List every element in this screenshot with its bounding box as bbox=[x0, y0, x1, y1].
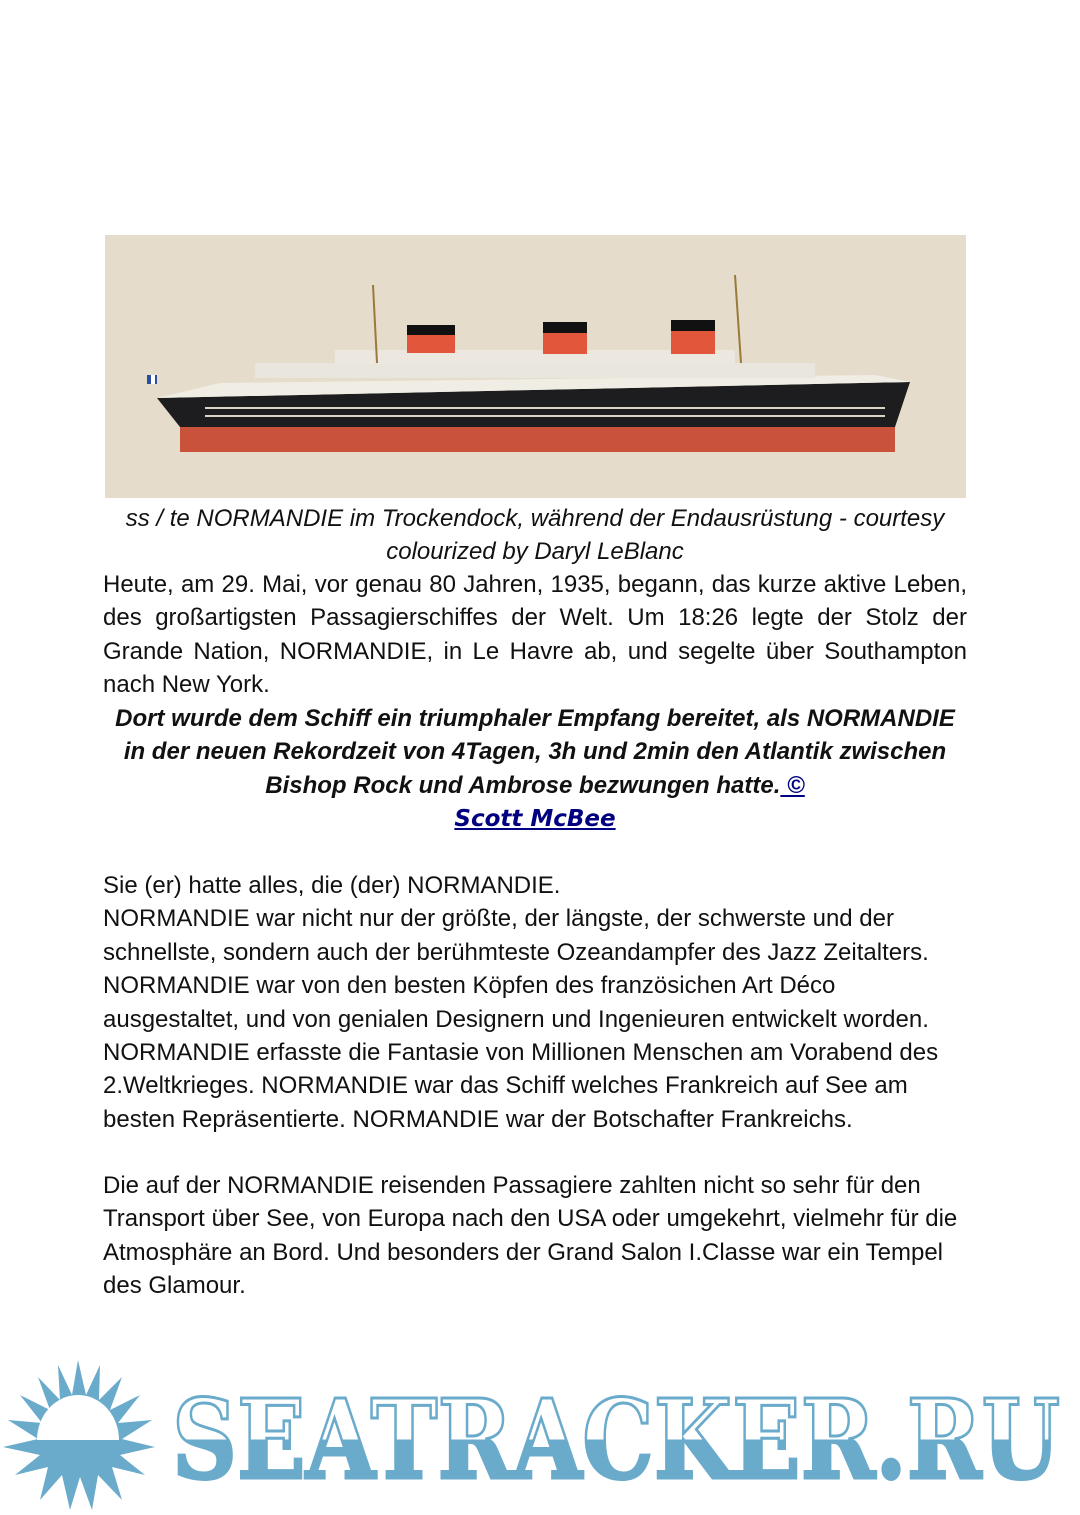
quote-block bbox=[103, 702, 967, 837]
seatracker-watermark-logo bbox=[0, 1355, 1080, 1515]
paragraph-features bbox=[103, 869, 967, 1136]
caption-line-1: ss / te NORMANDIE im Trockendock, während der Endausrüstung - courtesy bbox=[125, 505, 945, 532]
ship-hull-red bbox=[180, 427, 895, 452]
paragraph-intro: Heute, am 29. Mai, vor genau 80 Jahren, 1935, begann, das kurze aktive Leben, des großartigsten Passagierschiffes der Welt. Um 18:26 legte der Stolz der Grande Nation, NORMANDIE, in Le Havre ab, und segelte über Southampton nach New York. bbox=[103, 571, 967, 699]
ship-illustration bbox=[105, 235, 966, 498]
watermark-text: SEATRACKER.RU bbox=[172, 1375, 1060, 1504]
paragraph-passengers: Die auf der NORMANDIE reisenden Passagiere zahlten nicht so sehr für den Transport über See, von Europa nach den USA oder umgekehrt, vielmehr für die Atmosphäre an Bord. Und besonders der Grand Salon I.Classe war ein Tempel des Glamour. bbox=[103, 1172, 958, 1300]
author-link[interactable]: Scott McBee bbox=[454, 806, 616, 833]
caption-line-2: colourized by Daryl LeBlanc bbox=[386, 538, 684, 566]
image-caption bbox=[103, 502, 967, 569]
paragraph-line: Sie (er) hatte alles, die (der) NORMANDIE. bbox=[103, 872, 561, 899]
sun-icon bbox=[3, 1360, 155, 1510]
copyright-link[interactable]: © bbox=[780, 771, 805, 799]
quote-text: Dort wurde dem Schiff ein triumphaler Empfang bereitet, als NORMANDIE in der neuen Rekordzeit von 4Tagen, 3h und 2min den Atlantik zwischen Bishop Rock und Ambrose bezwungen hatte. bbox=[115, 705, 955, 799]
paragraph-body: NORMANDIE war nicht nur der größte, der längste, der schwerste und der schnellste, sondern auch der berühmteste Ozeandampfer des Jazz Zeitalters. NORMANDIE war von den besten Köpfen des französichen Art Déco ausgestaltet, und von genialen Designern und Ingenieuren entwickelt worden. NORMANDIE erfasste die Fantasie von Millionen Menschen am Vorabend des 2.Weltkrieges. NORMANDIE war das Schiff welches Frankreich auf See am besten Repräsentierte. NORMANDIE war der Botschafter Frankreichs. bbox=[103, 905, 939, 1133]
